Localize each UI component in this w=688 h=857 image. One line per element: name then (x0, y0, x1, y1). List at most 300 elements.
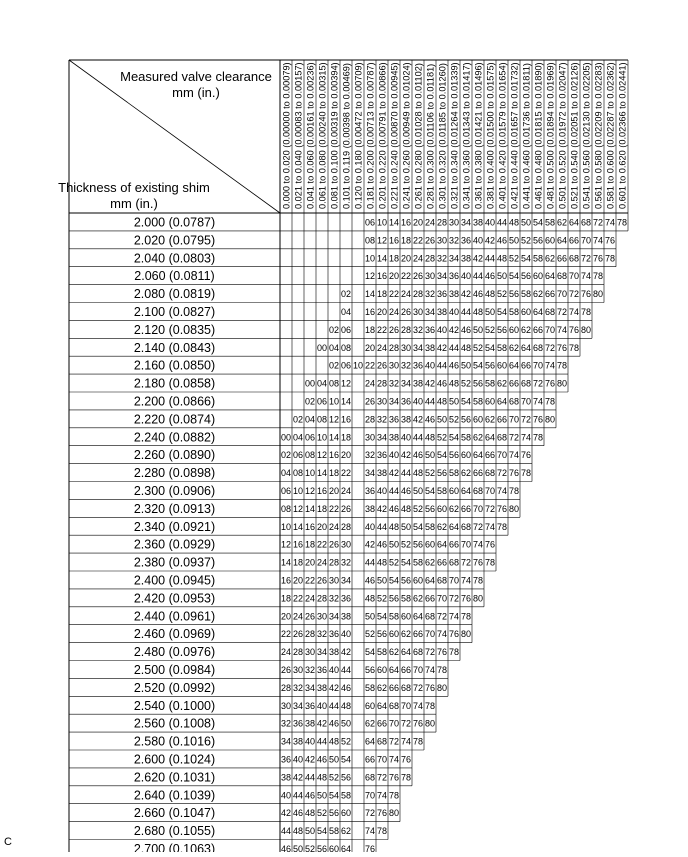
replacement-shim-value: 18 (340, 432, 352, 443)
replacement-shim-value: 50 (316, 790, 328, 801)
replacement-shim-value: 42 (376, 503, 388, 514)
replacement-shim-value: 48 (424, 432, 436, 443)
replacement-shim-value: 62 (556, 217, 568, 228)
replacement-shim-value: 02 (328, 360, 340, 371)
replacement-shim-value: 72 (436, 611, 448, 622)
replacement-shim-value: 80 (592, 289, 604, 300)
replacement-shim-value: 38 (448, 289, 460, 300)
replacement-shim-value: 58 (472, 396, 484, 407)
replacement-shim-value: 56 (388, 593, 400, 604)
replacement-shim-value: 46 (460, 324, 472, 335)
replacement-shim-value: 06 (364, 217, 376, 228)
replacement-shim-value: 78 (508, 485, 520, 496)
shim-thickness-label: 2.220 (0.0874) (133, 412, 216, 427)
replacement-shim-value: 66 (436, 557, 448, 568)
replacement-shim-value: 26 (412, 271, 424, 282)
replacement-shim-value: 48 (292, 826, 304, 837)
replacement-shim-value: 56 (424, 503, 436, 514)
replacement-shim-value: 44 (436, 360, 448, 371)
replacement-shim-value: 06 (280, 485, 292, 496)
shim-thickness-label: 2.180 (0.0858) (133, 376, 216, 391)
replacement-shim-value: 64 (472, 450, 484, 461)
replacement-shim-value: 26 (280, 664, 292, 675)
replacement-shim-value: 80 (424, 718, 436, 729)
replacement-shim-value: 02 (340, 289, 352, 300)
shim-thickness-label: 2.320 (0.0913) (133, 501, 216, 516)
replacement-shim-value: 52 (520, 235, 532, 246)
replacement-shim-value: 80 (436, 682, 448, 693)
replacement-shim-value: 04 (280, 468, 292, 479)
replacement-shim-value: 68 (484, 468, 496, 479)
replacement-shim-value: 52 (424, 468, 436, 479)
replacement-shim-value: 58 (484, 378, 496, 389)
replacement-shim-value: 38 (400, 414, 412, 425)
replacement-shim-value: 38 (304, 718, 316, 729)
shim-thickness-label: 2.240 (0.0882) (133, 430, 216, 445)
replacement-shim-value: 54 (376, 611, 388, 622)
replacement-shim-value: 34 (460, 217, 472, 228)
replacement-shim-value: 10 (352, 360, 364, 371)
replacement-shim-value: 30 (424, 271, 436, 282)
replacement-shim-value: 32 (424, 289, 436, 300)
replacement-shim-value: 50 (364, 611, 376, 622)
replacement-shim-value: 64 (436, 539, 448, 550)
replacement-shim-value: 46 (484, 271, 496, 282)
replacement-shim-value: 40 (292, 754, 304, 765)
replacement-shim-value: 70 (520, 396, 532, 407)
replacement-shim-value: 44 (484, 253, 496, 264)
replacement-shim-value: 70 (424, 629, 436, 640)
replacement-shim-value: 10 (316, 432, 328, 443)
column-header-label: 0.041 to 0.060 (0.00161 to 0.00236) (305, 62, 316, 209)
replacement-shim-value: 66 (448, 539, 460, 550)
replacement-shim-value: 70 (364, 790, 376, 801)
replacement-shim-value: 54 (424, 485, 436, 496)
replacement-shim-value: 68 (400, 682, 412, 693)
replacement-shim-value: 76 (580, 289, 592, 300)
replacement-shim-value: 18 (316, 503, 328, 514)
replacement-shim-value: 36 (292, 718, 304, 729)
replacement-shim-value: 50 (484, 306, 496, 317)
column-header-label: 0.361 to 0.380 (0.01421 to 0.01496) (473, 62, 484, 209)
replacement-shim-value: 72 (376, 772, 388, 783)
replacement-shim-value: 38 (388, 432, 400, 443)
replacement-shim-value: 28 (292, 647, 304, 658)
replacement-shim-value: 80 (556, 378, 568, 389)
replacement-shim-value: 78 (532, 432, 544, 443)
replacement-shim-value: 12 (376, 235, 388, 246)
column-header-label: 0.521 to 0.540 (0.02051 to 0.02126) (569, 62, 580, 209)
replacement-shim-value: 62 (520, 324, 532, 335)
replacement-shim-value: 70 (508, 414, 520, 425)
replacement-shim-value: 48 (412, 468, 424, 479)
replacement-shim-value: 60 (328, 843, 340, 852)
shim-thickness-label: 2.100 (0.0827) (133, 304, 216, 319)
replacement-shim-value: 72 (388, 736, 400, 747)
replacement-shim-value: 76 (448, 629, 460, 640)
replacement-shim-value: 54 (412, 521, 424, 532)
replacement-shim-value: 10 (280, 521, 292, 532)
replacement-shim-value: 66 (484, 450, 496, 461)
replacement-shim-value: 72 (568, 289, 580, 300)
replacement-shim-value: 46 (424, 414, 436, 425)
replacement-shim-value: 70 (436, 593, 448, 604)
replacement-shim-value: 68 (448, 557, 460, 568)
replacement-shim-value: 44 (424, 396, 436, 407)
replacement-shim-value: 14 (364, 289, 376, 300)
replacement-shim-value: 34 (412, 342, 424, 353)
replacement-shim-value: 38 (292, 736, 304, 747)
replacement-shim-value: 56 (484, 360, 496, 371)
replacement-shim-value: 48 (328, 736, 340, 747)
replacement-shim-value: 68 (460, 521, 472, 532)
replacement-shim-value: 50 (520, 217, 532, 228)
replacement-shim-value: 28 (364, 414, 376, 425)
replacement-shim-value: 48 (376, 557, 388, 568)
replacement-shim-value: 40 (376, 485, 388, 496)
replacement-shim-value: 68 (436, 575, 448, 586)
replacement-shim-value: 30 (364, 432, 376, 443)
replacement-shim-value: 70 (376, 754, 388, 765)
replacement-shim-value: 12 (280, 539, 292, 550)
replacement-shim-value: 78 (544, 396, 556, 407)
replacement-shim-value: 26 (364, 396, 376, 407)
replacement-shim-value: 34 (316, 647, 328, 658)
replacement-shim-value: 62 (436, 521, 448, 532)
replacement-shim-value: 68 (364, 772, 376, 783)
replacement-shim-value: 32 (376, 414, 388, 425)
replacement-shim-value: 52 (448, 414, 460, 425)
replacement-shim-value: 18 (304, 539, 316, 550)
replacement-shim-value: 74 (604, 217, 616, 228)
replacement-shim-value: 34 (340, 575, 352, 586)
replacement-shim-value: 74 (556, 324, 568, 335)
replacement-shim-value: 76 (556, 342, 568, 353)
replacement-shim-value: 28 (376, 378, 388, 389)
replacement-shim-value: 64 (448, 521, 460, 532)
replacement-shim-value: 36 (424, 324, 436, 335)
replacement-shim-value: 22 (340, 468, 352, 479)
replacement-shim-value: 78 (436, 664, 448, 675)
replacement-shim-value: 48 (400, 503, 412, 514)
replacement-shim-value: 72 (412, 682, 424, 693)
existing-shim-header: Thickness of existing shim (58, 180, 210, 195)
replacement-shim-value: 76 (544, 378, 556, 389)
shim-thickness-label: 2.460 (0.0969) (133, 627, 216, 642)
column-header-label: 0.581 to 0.600 (0.02287 to 0.02362) (605, 62, 616, 209)
replacement-shim-value: 74 (484, 521, 496, 532)
replacement-shim-value: 60 (508, 324, 520, 335)
replacement-shim-value: 34 (364, 468, 376, 479)
column-header-label: 0.501 to 0.520 (0.01972 to 0.02047) (557, 62, 568, 209)
replacement-shim-value: 64 (412, 611, 424, 622)
replacement-shim-value: 74 (424, 664, 436, 675)
replacement-shim-value: 56 (340, 772, 352, 783)
replacement-shim-value: 22 (388, 289, 400, 300)
replacement-shim-value: 52 (388, 557, 400, 568)
replacement-shim-value: 78 (556, 360, 568, 371)
replacement-shim-value: 22 (328, 503, 340, 514)
replacement-shim-value: 32 (328, 593, 340, 604)
replacement-shim-value: 64 (340, 843, 352, 852)
replacement-shim-value: 74 (436, 629, 448, 640)
replacement-shim-value: 78 (580, 306, 592, 317)
replacement-shim-value: 04 (304, 414, 316, 425)
column-header-label: 0.061 to 0.080 (0.00240 to 0.00315) (317, 62, 328, 209)
replacement-shim-value: 74 (532, 396, 544, 407)
replacement-shim-value: 20 (316, 521, 328, 532)
replacement-shim-value: 50 (412, 485, 424, 496)
replacement-shim-value: 36 (400, 396, 412, 407)
replacement-shim-value: 70 (400, 700, 412, 711)
replacement-shim-value: 44 (472, 271, 484, 282)
replacement-shim-value: 52 (328, 772, 340, 783)
replacement-shim-value: 04 (340, 306, 352, 317)
replacement-shim-value: 12 (292, 503, 304, 514)
replacement-shim-value: 22 (376, 324, 388, 335)
replacement-shim-value: 78 (496, 521, 508, 532)
replacement-shim-value: 50 (400, 521, 412, 532)
replacement-shim-value: 38 (424, 342, 436, 353)
shim-thickness-label: 2.340 (0.0921) (133, 519, 216, 534)
replacement-shim-value: 50 (304, 826, 316, 837)
replacement-shim-value: 50 (388, 539, 400, 550)
replacement-shim-value: 48 (472, 306, 484, 317)
replacement-shim-value: 64 (376, 700, 388, 711)
replacement-shim-value: 74 (592, 235, 604, 246)
replacement-shim-value: 38 (340, 611, 352, 622)
replacement-shim-value: 38 (460, 253, 472, 264)
column-header-label: 0.301 to 0.320 (0.01185 to 0.01260) (437, 63, 448, 209)
replacement-shim-value: 26 (340, 503, 352, 514)
column-header-label: 0.081 to 0.100 (0.00319 to 0.00394) (329, 62, 340, 209)
replacement-shim-value: 06 (304, 432, 316, 443)
replacement-shim-value: 62 (340, 826, 352, 837)
replacement-shim-value: 28 (436, 217, 448, 228)
replacement-shim-value: 70 (412, 664, 424, 675)
replacement-shim-value: 34 (436, 271, 448, 282)
replacement-shim-value: 50 (508, 235, 520, 246)
replacement-shim-value: 72 (520, 414, 532, 425)
replacement-shim-value: 32 (412, 324, 424, 335)
replacement-shim-value: 20 (412, 217, 424, 228)
replacement-shim-value: 78 (520, 468, 532, 479)
replacement-shim-value: 42 (448, 324, 460, 335)
replacement-shim-value: 06 (292, 450, 304, 461)
replacement-shim-value: 08 (340, 342, 352, 353)
shim-thickness-label: 2.360 (0.0929) (133, 537, 216, 552)
replacement-shim-value: 70 (484, 485, 496, 496)
replacement-shim-value: 72 (496, 468, 508, 479)
replacement-shim-value: 68 (568, 253, 580, 264)
shim-thickness-label: 2.000 (0.0787) (133, 215, 216, 230)
replacement-shim-value: 58 (496, 342, 508, 353)
column-header-label: 0.401 to 0.420 (0.01579 to 0.01654) (497, 62, 508, 209)
replacement-shim-value: 64 (496, 396, 508, 407)
replacement-shim-value: 58 (388, 611, 400, 622)
replacement-shim-value: 76 (400, 754, 412, 765)
replacement-shim-value: 62 (484, 414, 496, 425)
replacement-shim-value: 66 (472, 468, 484, 479)
replacement-shim-value: 32 (364, 450, 376, 461)
replacement-shim-value: 54 (460, 396, 472, 407)
replacement-shim-value: 78 (448, 647, 460, 658)
replacement-shim-value: 76 (472, 557, 484, 568)
replacement-shim-value: 48 (508, 217, 520, 228)
replacement-shim-value: 28 (412, 289, 424, 300)
replacement-shim-value: 28 (388, 342, 400, 353)
replacement-shim-value: 76 (460, 593, 472, 604)
replacement-shim-value: 24 (364, 378, 376, 389)
replacement-shim-value: 08 (304, 450, 316, 461)
replacement-shim-value: 54 (532, 217, 544, 228)
replacement-shim-value: 76 (604, 235, 616, 246)
replacement-shim-value: 58 (448, 468, 460, 479)
replacement-shim-value: 24 (340, 485, 352, 496)
shim-thickness-label: 2.580 (0.1016) (133, 734, 216, 749)
replacement-shim-value: 24 (280, 647, 292, 658)
replacement-shim-value: 20 (376, 306, 388, 317)
replacement-shim-value: 70 (448, 575, 460, 586)
replacement-shim-value: 56 (532, 235, 544, 246)
replacement-shim-value: 14 (304, 503, 316, 514)
replacement-shim-value: 48 (304, 808, 316, 819)
replacement-shim-value: 74 (376, 790, 388, 801)
shim-thickness-label: 2.700 (0.1063) (133, 841, 216, 852)
replacement-shim-value: 76 (496, 503, 508, 514)
replacement-shim-value: 58 (460, 432, 472, 443)
shim-thickness-label: 2.560 (0.1008) (133, 716, 216, 731)
replacement-shim-value: 62 (508, 342, 520, 353)
replacement-shim-value: 60 (388, 629, 400, 640)
replacement-shim-value: 36 (412, 360, 424, 371)
replacement-shim-value: 80 (544, 414, 556, 425)
replacement-shim-value: 72 (532, 378, 544, 389)
replacement-shim-value: 62 (364, 718, 376, 729)
replacement-shim-value: 52 (340, 736, 352, 747)
replacement-shim-value: 50 (472, 324, 484, 335)
replacement-shim-value: 58 (436, 485, 448, 496)
replacement-shim-value: 16 (292, 539, 304, 550)
replacement-shim-value: 42 (484, 235, 496, 246)
shim-thickness-label: 2.500 (0.0984) (133, 662, 216, 677)
replacement-shim-value: 02 (292, 414, 304, 425)
replacement-shim-value: 20 (292, 575, 304, 586)
replacement-shim-value: 68 (580, 217, 592, 228)
replacement-shim-value: 58 (508, 306, 520, 317)
replacement-shim-value: 10 (328, 396, 340, 407)
replacement-shim-value: 78 (484, 557, 496, 568)
replacement-shim-value: 76 (412, 718, 424, 729)
replacement-shim-value: 76 (436, 647, 448, 658)
replacement-shim-value: 30 (448, 217, 460, 228)
replacement-shim-value: 14 (316, 468, 328, 479)
replacement-shim-value: 54 (508, 271, 520, 282)
replacement-shim-value: 62 (460, 468, 472, 479)
replacement-shim-value: 54 (316, 826, 328, 837)
replacement-shim-value: 32 (316, 629, 328, 640)
replacement-shim-value: 30 (400, 342, 412, 353)
replacement-shim-value: 80 (472, 593, 484, 604)
replacement-shim-value: 68 (388, 700, 400, 711)
replacement-shim-value: 44 (412, 432, 424, 443)
replacement-shim-value: 44 (328, 700, 340, 711)
replacement-shim-value: 74 (412, 700, 424, 711)
replacement-shim-value: 60 (400, 611, 412, 622)
replacement-shim-value: 06 (316, 396, 328, 407)
replacement-shim-value: 32 (292, 682, 304, 693)
replacement-shim-value: 74 (400, 736, 412, 747)
replacement-shim-value: 62 (376, 682, 388, 693)
measured-clearance-header: Measured valve clearance (120, 69, 272, 84)
replacement-shim-value: 30 (292, 664, 304, 675)
replacement-shim-value: 18 (280, 593, 292, 604)
replacement-shim-value: 68 (412, 647, 424, 658)
replacement-shim-value: 64 (556, 235, 568, 246)
replacement-shim-value: 10 (304, 468, 316, 479)
replacement-shim-value: 14 (388, 217, 400, 228)
replacement-shim-value: 40 (484, 217, 496, 228)
replacement-shim-value: 78 (592, 271, 604, 282)
replacement-shim-value: 78 (376, 826, 388, 837)
replacement-shim-value: 54 (520, 253, 532, 264)
replacement-shim-value: 60 (340, 808, 352, 819)
replacement-shim-value: 20 (364, 342, 376, 353)
replacement-shim-value: 40 (460, 271, 472, 282)
shim-thickness-label: 2.400 (0.0945) (133, 573, 216, 588)
replacement-shim-value: 66 (568, 235, 580, 246)
replacement-shim-value: 56 (412, 539, 424, 550)
replacement-shim-value: 74 (388, 754, 400, 765)
column-header-label: 0.561 to 0.580 (0.02209 to 0.02283) (593, 62, 604, 209)
replacement-shim-value: 34 (328, 611, 340, 622)
replacement-shim-value: 52 (484, 324, 496, 335)
replacement-shim-value: 40 (400, 432, 412, 443)
replacement-shim-value: 50 (292, 843, 304, 852)
column-header-label: 0.541 to 0.560 (0.02130 to 0.02205) (581, 62, 592, 209)
replacement-shim-value: 60 (448, 485, 460, 496)
replacement-shim-value: 40 (304, 736, 316, 747)
replacement-shim-value: 48 (364, 593, 376, 604)
replacement-shim-value: 24 (412, 253, 424, 264)
replacement-shim-value: 68 (544, 306, 556, 317)
replacement-shim-value: 58 (520, 289, 532, 300)
replacement-shim-value: 78 (412, 736, 424, 747)
replacement-shim-value: 42 (280, 808, 292, 819)
replacement-shim-value: 76 (592, 253, 604, 264)
replacement-shim-value: 30 (328, 575, 340, 586)
replacement-shim-value: 44 (364, 557, 376, 568)
replacement-shim-value: 14 (376, 253, 388, 264)
replacement-shim-value: 48 (460, 342, 472, 353)
shim-thickness-label: 2.060 (0.0811) (134, 269, 215, 284)
replacement-shim-value: 28 (316, 593, 328, 604)
shim-thickness-label: 2.200 (0.0866) (133, 394, 216, 409)
replacement-shim-value: 60 (424, 539, 436, 550)
replacement-shim-value: 28 (424, 253, 436, 264)
replacement-shim-value: 40 (364, 521, 376, 532)
replacement-shim-value: 56 (496, 324, 508, 335)
replacement-shim-value: 38 (328, 647, 340, 658)
replacement-shim-value: 72 (580, 253, 592, 264)
replacement-shim-value: 72 (448, 593, 460, 604)
replacement-shim-value: 74 (568, 306, 580, 317)
shim-thickness-label: 2.540 (0.1000) (133, 698, 216, 713)
replacement-shim-value: 26 (328, 539, 340, 550)
replacement-shim-value: 72 (364, 808, 376, 819)
replacement-shim-value: 26 (424, 235, 436, 246)
replacement-shim-value: 76 (508, 468, 520, 479)
